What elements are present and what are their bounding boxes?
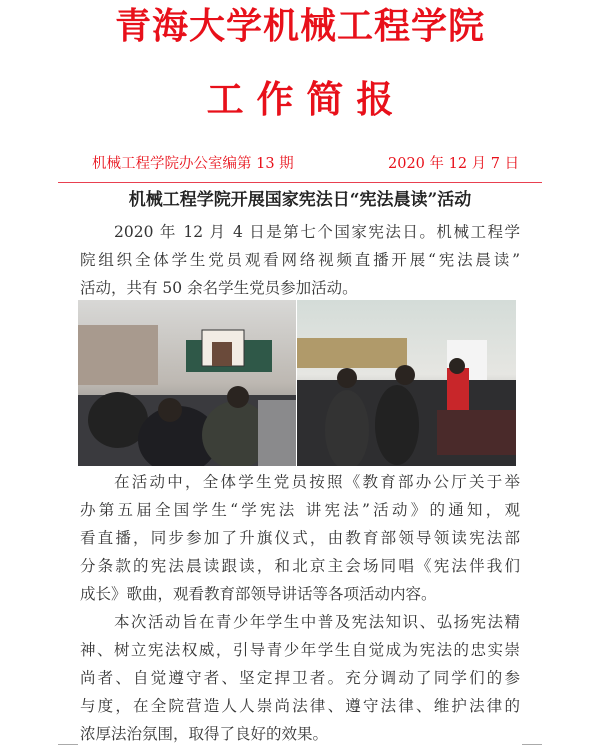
paragraph-3-line: 本次活动旨在青少年学生中普及宪法知识、弘扬宪法精 — [114, 613, 520, 631]
newsletter-masthead-title: 青海大学机械工程学院 — [114, 6, 485, 47]
paragraph-2-line: 成长》歌曲，观看教育部领导讲话等各项活动内容。 — [80, 585, 437, 603]
paragraph-2-line: 在活动中，全体学生党员按照《教育部办公厅关于举 — [114, 473, 520, 491]
photo-students-standing — [297, 300, 516, 466]
issue-date: 2020 年 12 月 7 日 — [388, 156, 520, 172]
article-headline: 机械工程学院开展国家宪法日“宪法晨读”活动 — [128, 190, 472, 210]
paragraph-3-line: 神、树立宪法权威，引导青少年学生自觉成为宪法的忠实崇 — [80, 641, 520, 659]
paragraph-1-line: 活动，共有 50 余名学生党员参加活动。 — [80, 279, 358, 297]
page-corner-mark — [522, 744, 542, 745]
paragraph-3-line: 与度，在全院营造人人崇尚法律、遵守法律、维护法律的 — [80, 697, 520, 715]
issue-number: 机械工程学院办公室编第 13 期 — [92, 156, 294, 172]
header-divider — [58, 182, 542, 183]
paragraph-2-line: 分条款的宪法晨读跟读，和北京主会场同唱《宪法伴我们 — [80, 557, 520, 575]
paragraph-1-line: 2020 年 12 月 4 日是第七个国家宪法日。机械工程学 — [114, 223, 520, 241]
paragraph-3-line: 浓厚法治氛围，取得了良好的效果。 — [80, 725, 329, 743]
newsletter-subtitle: 工 作 简 报 — [206, 78, 394, 121]
paragraph-3-line: 尚者、自觉遵守者、坚定捍卫者。充分调动了同学们的参 — [80, 669, 520, 687]
paragraph-2-line: 办第五届全国学生“学宪法 讲宪法”活动》的通知，观 — [80, 501, 520, 519]
paragraph-2-line: 看直播，同步参加了升旗仪式，由教育部领导领读宪法部 — [80, 529, 520, 547]
paragraph-1-line: 院组织全体学生党员观看网络视频直播开展“宪法晨读” — [80, 251, 520, 269]
page-corner-mark — [58, 744, 78, 745]
photo-students-watching-broadcast — [78, 300, 296, 466]
